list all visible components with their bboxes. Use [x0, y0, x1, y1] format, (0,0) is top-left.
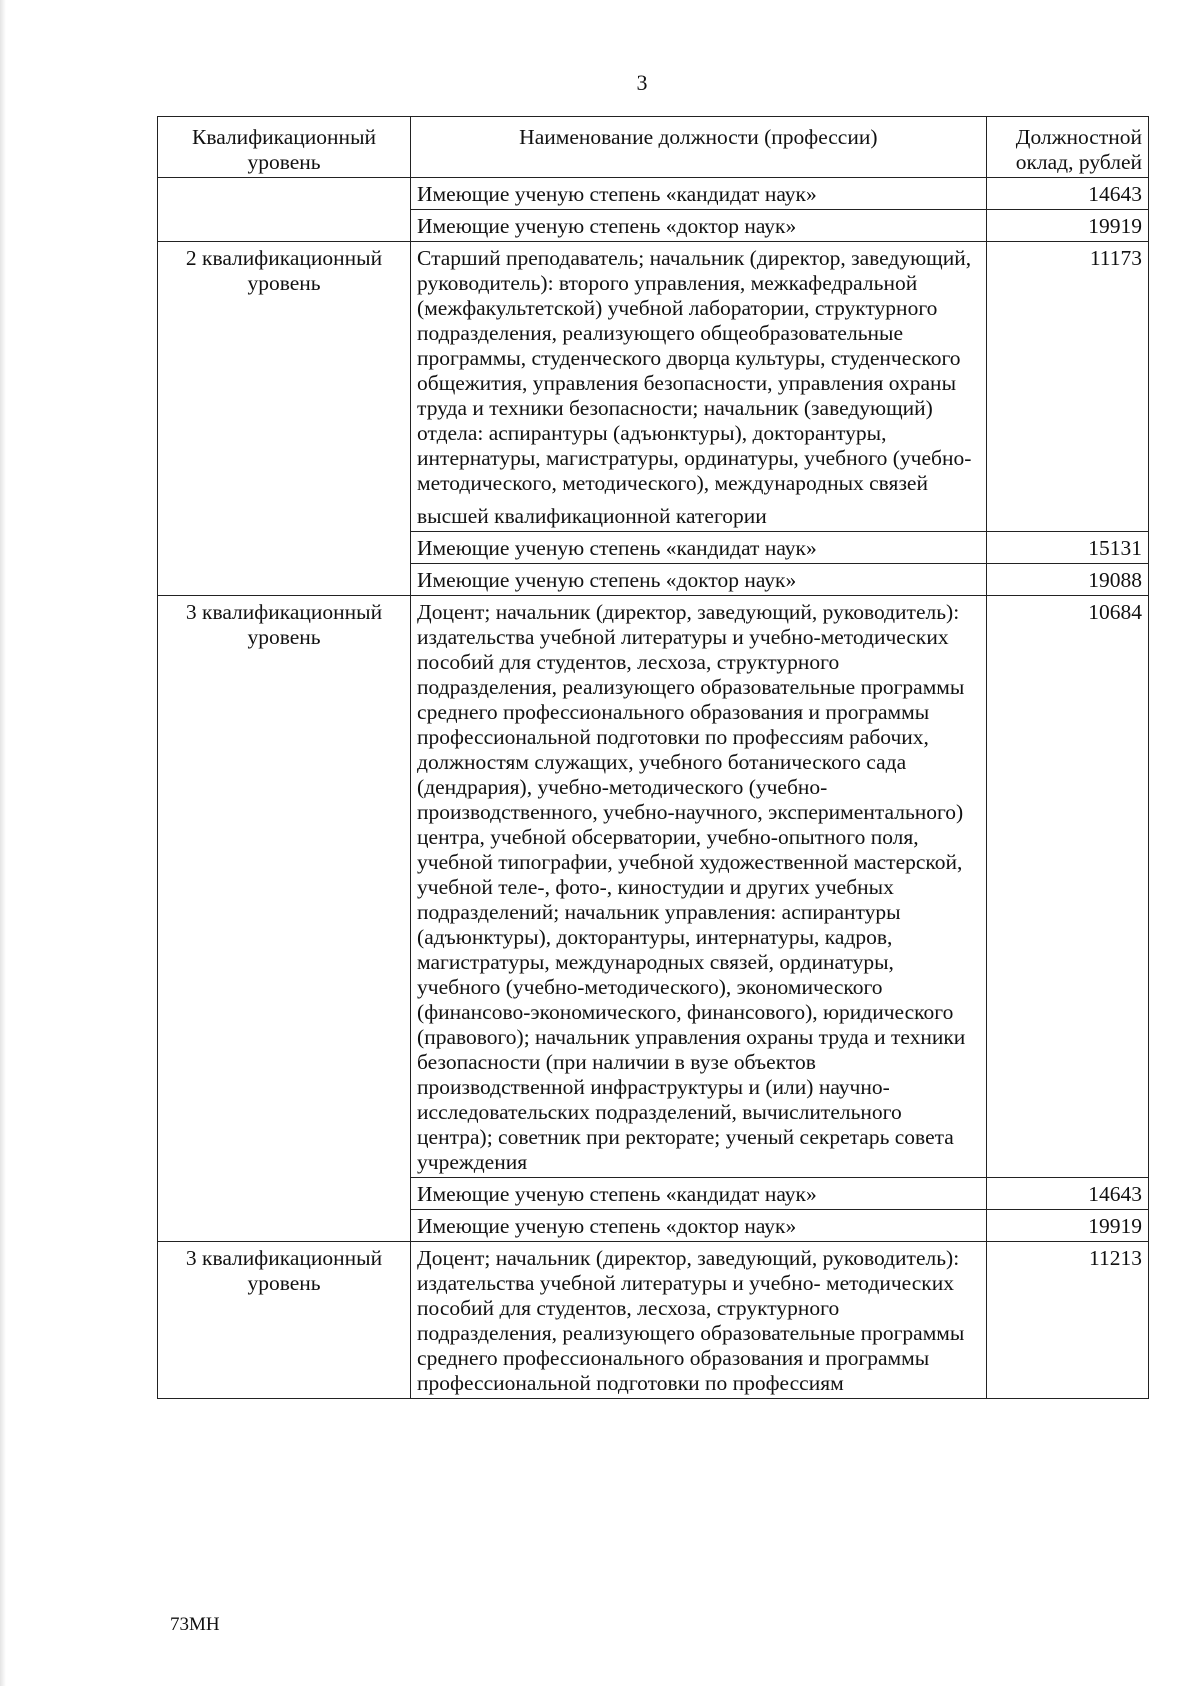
position-cell: Доцент; начальник (директор, заведующий, руководитель): издательства учебной литературы и учебно- методических пособий для студентов, лесхоза, структурного подразделения, реализующего образовательные программы среднего профессионального образования и программы профессиональной подготовки по профессиям [411, 1242, 987, 1399]
salary-cell: 14643 [986, 1178, 1148, 1210]
level-cell: 3 квалификационный уровень [158, 1242, 411, 1399]
level-cell: 3 квалификационный уровень [158, 596, 411, 1242]
salary-cell: 19919 [986, 210, 1148, 242]
header-position: Наименование должности (профессии) [411, 117, 987, 178]
position-cell [411, 242, 987, 532]
table-row [158, 596, 1149, 1178]
salary-cell: 11213 [986, 1242, 1148, 1399]
table-header-row [158, 117, 1149, 178]
header-salary: Должностной оклад, рублей [986, 117, 1148, 178]
salary-cell: 14643 [986, 178, 1148, 210]
table-row [158, 242, 1149, 532]
salary-cell: 19088 [986, 564, 1148, 596]
page-number: 3 [636, 70, 648, 95]
position-cell: Имеющие ученую степень «доктор наук» [411, 1210, 987, 1242]
salary-cell: 15131 [986, 532, 1148, 564]
position-cell: Имеющие ученую степень «доктор наук» [411, 210, 987, 242]
position-cell: Имеющие ученую степень «кандидат наук» [411, 178, 987, 210]
table-row [158, 1242, 1149, 1399]
header-level: Квалификационный уровень [158, 117, 411, 178]
level-cell [158, 178, 411, 242]
category-text: высшей квалификационной категории [417, 504, 767, 528]
position-cell: Имеющие ученую степень «кандидат наук» [411, 532, 987, 564]
position-cell: Имеющие ученую степень «кандидат наук» [411, 1178, 987, 1210]
level-cell: 2 квалификационный уровень [158, 242, 411, 596]
position-text: Старший преподаватель; начальник (директор, заведующий, руководитель): второго управления, межкафедральной (межфакультетской) учебной лаборатории, структурного подразделения, реализующего общеобразовательные программы, студенческого дворца культуры, студенческого общежития, управления безопасности, управления охраны труда и техники безопасности; начальник (заведующий) отдела: аспирантуры (адъюнктуры), докторантуры, интернатуры, магистратуры, ординатуры, учебного (учебно-методического, методического), международных связей [417, 246, 972, 495]
position-cell: Доцент; начальник (директор, заведующий, руководитель): издательства учебной литературы и учебно-методических пособий для студентов, лесхоза, структурного подразделения, реализующего образовательные программы среднего профессионального образования и программы профессиональной подготовки по профессиям рабочих, должностям служащих, учебного ботанического сада (дендрария), учебно-методического (учебно-производственного, учебно-научного, экспериментального) центра, учебной обсерватории, учебно-опытного поля, учебной типографии, учебной художественной мастерской, учебной теле-, фото-, киностудии и других учебных подразделений; начальник управления: аспирантуры (адъюнктуры), докторантуры, интернатуры, кадров, магистратуры, международных связей, ординатуры, учебного (учебно-методического), экономического (финансово-экономического, финансового), юридического (правового); начальник управления охраны труда и техники безопасности (при наличии в вузе объектов производственной инфраструктуры и (или) научно-исследовательских подразделений, вычислительного центра); советник при ректорате; ученый секретарь совета учреждения [411, 596, 987, 1178]
scan-edge [0, 0, 6, 1686]
position-cell: Имеющие ученую степень «доктор наук» [411, 564, 987, 596]
salary-cell: 10684 [986, 596, 1148, 1178]
table-row [158, 178, 1149, 210]
footer-code: 73МН [170, 1614, 220, 1635]
salary-cell: 11173 [986, 242, 1148, 532]
salary-cell: 19919 [986, 1210, 1148, 1242]
salary-table [157, 116, 1149, 1399]
